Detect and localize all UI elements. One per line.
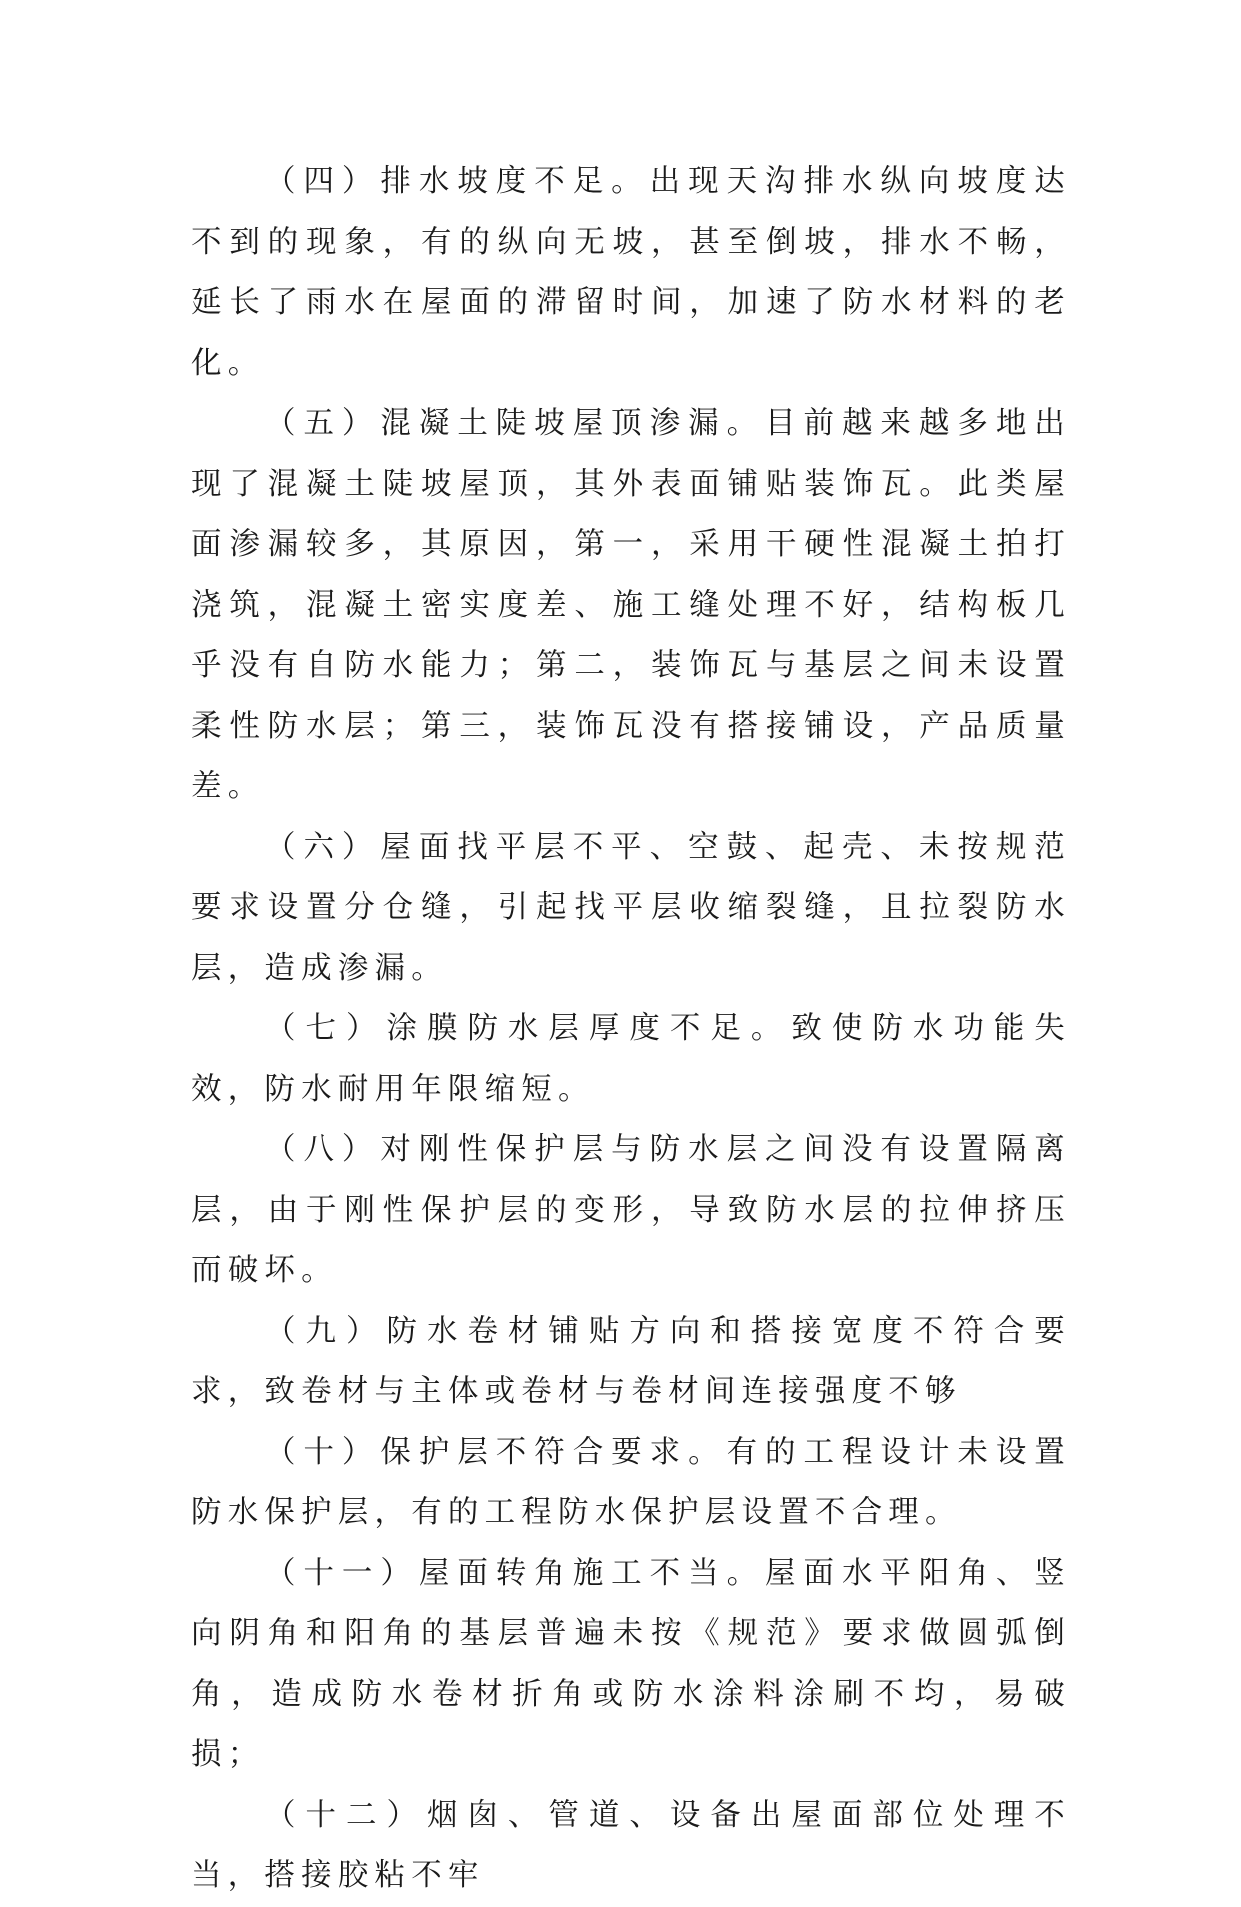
paragraph-4-drainage-slope: （四）排水坡度不足。出现天沟排水纵向坡度达不到的现象，有的纵向无坡，甚至倒坡，排水不畅，延长了雨水在屋面的滞留时间，加速了防水材料的老化。 [191, 164, 1071, 381]
paragraph-11-roof-corners: （十一）屋面转角施工不当。屋面水平阳角、竖向阴角和阳角的基层普遍未按《规范》要求做圆弧倒角，造成防水卷材折角或防水涂料涂刷不均，易破损； [191, 1555, 1071, 1772]
paragraph-7-coating-thickness: （七）涂膜防水层厚度不足。致使防水功能失效，防水耐用年限缩短。 [191, 1011, 1071, 1107]
paragraph-12-penetrations: （十二）烟囱、管道、设备出屋面部位处理不当，搭接胶粘不牢 [191, 1797, 1071, 1893]
paragraph-9-membrane-laying: （九）防水卷材铺贴方向和搭接宽度不符合要求，致卷材与主体或卷材与卷材间连接强度不够 [191, 1313, 1071, 1409]
paragraph-8-isolation-layer: （八）对刚性保护层与防水层之间没有设置隔离层，由于刚性保护层的变形，导致防水层的拉伸挤压而破坏。 [191, 1132, 1071, 1288]
paragraph-5-steep-roof-leakage: （五）混凝土陡坡屋顶渗漏。目前越来越多地出现了混凝土陡坡屋顶，其外表面铺贴装饰瓦。此类屋面渗漏较多，其原因，第一，采用干硬性混凝土拍打浇筑，混凝土密实度差、施工缝处理不好，结构板几乎没有自防水能力；第二，装饰瓦与基层之间未设置柔性防水层；第三，装饰瓦没有搭接铺设，产品质量差。 [191, 406, 1071, 804]
paragraph-10-protective-layer: （十）保护层不符合要求。有的工程设计未设置防水保护层，有的工程防水保护层设置不合理。 [191, 1434, 1071, 1530]
paragraph-6-leveling-layer: （六）屋面找平层不平、空鼓、起壳、未按规范要求设置分仓缝，引起找平层收缩裂缝，且拉裂防水层，造成渗漏。 [191, 829, 1071, 986]
document-body [191, 152, 1071, 1907]
